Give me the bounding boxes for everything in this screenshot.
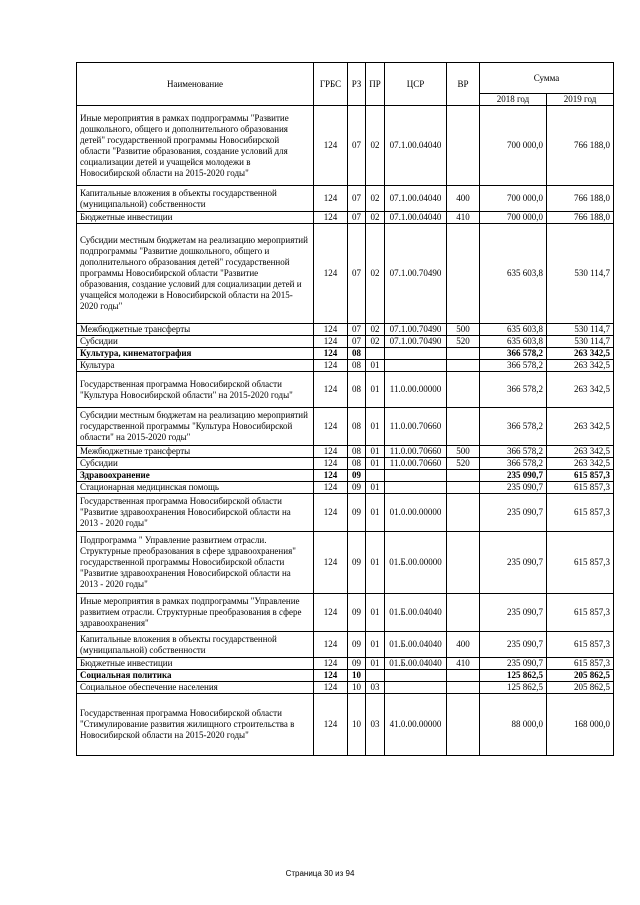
cell-sum-2019: 205 862,5: [547, 670, 614, 682]
cell-sum-2019: 615 857,3: [547, 658, 614, 670]
cell-sum-2018: 235 090,7: [480, 470, 547, 482]
header-pr: ПР: [366, 63, 385, 106]
cell-name: Государственная программа Новосибирской области "Развитие здравоохранения Новосибирской области на 2013 - 2020 годы": [77, 494, 314, 532]
table-row: [77, 694, 614, 756]
table-row: [77, 532, 614, 594]
cell-grbs: 124: [314, 482, 348, 494]
table-row: [77, 682, 614, 694]
table-row: [77, 224, 614, 324]
table-row: [77, 446, 614, 458]
table-row: [77, 658, 614, 670]
cell-csr: [385, 682, 447, 694]
cell-pr: 01: [366, 532, 385, 594]
cell-vr: [447, 372, 480, 408]
cell-sum-2018: 235 090,7: [480, 632, 547, 658]
cell-name: Капитальные вложения в объекты государственной (муниципальной) собственности: [77, 632, 314, 658]
cell-rz: 09: [348, 532, 366, 594]
cell-name: Субсидии: [77, 458, 314, 470]
cell-sum-2019: 530 114,7: [547, 324, 614, 336]
table-row: [77, 470, 614, 482]
budget-table: [76, 62, 614, 756]
cell-sum-2019: 263 342,5: [547, 408, 614, 446]
cell-sum-2018: 88 000,0: [480, 694, 547, 756]
cell-rz: 07: [348, 324, 366, 336]
cell-pr: 02: [366, 324, 385, 336]
cell-pr: 03: [366, 682, 385, 694]
cell-grbs: 124: [314, 594, 348, 632]
cell-rz: 08: [348, 360, 366, 372]
cell-sum-2019: 263 342,5: [547, 446, 614, 458]
cell-pr: 01: [366, 458, 385, 470]
cell-rz: 08: [348, 446, 366, 458]
table-row: [77, 632, 614, 658]
cell-grbs: 124: [314, 470, 348, 482]
cell-csr: [385, 482, 447, 494]
cell-sum-2018: 235 090,7: [480, 482, 547, 494]
cell-name: Культура: [77, 360, 314, 372]
cell-sum-2019: 615 857,3: [547, 594, 614, 632]
cell-pr: 01: [366, 360, 385, 372]
cell-name: Бюджетные инвестиции: [77, 658, 314, 670]
header-csr: ЦСР: [385, 63, 447, 106]
cell-pr: 03: [366, 694, 385, 756]
cell-grbs: 124: [314, 224, 348, 324]
cell-pr: [366, 670, 385, 682]
table-row: [77, 336, 614, 348]
page-number: Страница 30 из 94: [285, 869, 355, 878]
cell-sum-2019: 766 188,0: [547, 186, 614, 212]
cell-sum-2019: 168 000,0: [547, 694, 614, 756]
cell-rz: 10: [348, 670, 366, 682]
cell-csr: 11.0.00.70660: [385, 446, 447, 458]
cell-vr: 410: [447, 658, 480, 670]
cell-rz: 08: [348, 458, 366, 470]
cell-rz: 08: [348, 408, 366, 446]
cell-sum-2019: 615 857,3: [547, 470, 614, 482]
cell-sum-2019: 263 342,5: [547, 458, 614, 470]
cell-sum-2019: 205 862,5: [547, 682, 614, 694]
cell-grbs: 124: [314, 324, 348, 336]
cell-name: Государственная программа Новосибирской области "Культура Новосибирской области" на 2015-2020 годы": [77, 372, 314, 408]
cell-rz: 07: [348, 186, 366, 212]
cell-csr: [385, 348, 447, 360]
cell-csr: 07.1.00.04040: [385, 106, 447, 186]
cell-grbs: 124: [314, 682, 348, 694]
cell-sum-2018: 366 578,2: [480, 348, 547, 360]
cell-rz: 09: [348, 594, 366, 632]
cell-pr: 02: [366, 212, 385, 224]
cell-csr: 41.0.00.00000: [385, 694, 447, 756]
cell-vr: [447, 494, 480, 532]
cell-pr: 01: [366, 658, 385, 670]
cell-name: Межбюджетные трансферты: [77, 446, 314, 458]
cell-csr: 01.Б.00.04040: [385, 594, 447, 632]
cell-name: Социальное обеспечение населения: [77, 682, 314, 694]
cell-rz: 07: [348, 212, 366, 224]
cell-sum-2019: 615 857,3: [547, 482, 614, 494]
cell-grbs: 124: [314, 532, 348, 594]
cell-grbs: 124: [314, 360, 348, 372]
table-row: [77, 670, 614, 682]
cell-pr: 01: [366, 494, 385, 532]
header-rz: РЗ: [348, 63, 366, 106]
cell-csr: 11.0.00.70660: [385, 458, 447, 470]
cell-sum-2019: 263 342,5: [547, 348, 614, 360]
cell-name: Субсидии: [77, 336, 314, 348]
table-row: [77, 594, 614, 632]
cell-grbs: 124: [314, 632, 348, 658]
cell-sum-2019: 615 857,3: [547, 532, 614, 594]
cell-name: Субсидии местным бюджетам на реализацию мероприятий подпрограммы "Развитие дошкольного, общего и дополнительного образования детей" государственной программы Новосибирской области "Развитие образования, создание условий для социализации детей и учащейся молодежи в Новосибирской области на 2015-2020 годы": [77, 224, 314, 324]
cell-name: Межбюджетные трансферты: [77, 324, 314, 336]
cell-csr: 11.0.00.70660: [385, 408, 447, 446]
cell-sum-2019: 263 342,5: [547, 360, 614, 372]
cell-csr: [385, 670, 447, 682]
cell-pr: 01: [366, 594, 385, 632]
header-vr: ВР: [447, 63, 480, 106]
cell-rz: 08: [348, 348, 366, 360]
cell-sum-2019: 615 857,3: [547, 632, 614, 658]
cell-name: Иные мероприятия в рамках подпрограммы "Развитие дошкольного, общего и дополнительного образования детей" государственной программы Новосибирской области "Развитие образования, создание условий для социализации детей и учащейся молодежи в Новосибирской области на 2015-2020 годы": [77, 106, 314, 186]
cell-grbs: 124: [314, 694, 348, 756]
table-row: [77, 360, 614, 372]
cell-sum-2018: 125 862,5: [480, 682, 547, 694]
cell-rz: 09: [348, 470, 366, 482]
cell-rz: 09: [348, 482, 366, 494]
cell-csr: 07.1.00.70490: [385, 336, 447, 348]
cell-rz: 09: [348, 632, 366, 658]
cell-sum-2018: 235 090,7: [480, 594, 547, 632]
cell-sum-2019: 530 114,7: [547, 224, 614, 324]
cell-vr: [447, 408, 480, 446]
cell-vr: [447, 106, 480, 186]
cell-name: Социальная политика: [77, 670, 314, 682]
cell-grbs: 124: [314, 494, 348, 532]
cell-sum-2018: 366 578,2: [480, 372, 547, 408]
cell-vr: [447, 470, 480, 482]
cell-vr: 400: [447, 186, 480, 212]
cell-rz: 07: [348, 224, 366, 324]
cell-grbs: 124: [314, 186, 348, 212]
table-row: [77, 324, 614, 336]
cell-vr: [447, 594, 480, 632]
cell-csr: 01.0.00.00000: [385, 494, 447, 532]
cell-csr: 07.1.00.70490: [385, 324, 447, 336]
cell-csr: [385, 470, 447, 482]
cell-grbs: 124: [314, 106, 348, 186]
table-body: [77, 106, 614, 756]
cell-sum-2018: 235 090,7: [480, 532, 547, 594]
cell-pr: [366, 348, 385, 360]
cell-csr: 01.Б.00.04040: [385, 658, 447, 670]
table-row: [77, 494, 614, 532]
cell-grbs: 124: [314, 458, 348, 470]
cell-rz: 09: [348, 494, 366, 532]
cell-sum-2018: 700 000,0: [480, 186, 547, 212]
cell-pr: 01: [366, 408, 385, 446]
cell-vr: [447, 532, 480, 594]
cell-name: Здравоохранение: [77, 470, 314, 482]
cell-csr: 01.Б.00.00000: [385, 532, 447, 594]
cell-sum-2018: 235 090,7: [480, 494, 547, 532]
header-year-2019: 2019 год: [547, 94, 614, 106]
cell-sum-2019: 766 188,0: [547, 212, 614, 224]
cell-sum-2018: 635 603,8: [480, 336, 547, 348]
header-sum: Сумма: [480, 63, 614, 94]
cell-sum-2018: 366 578,2: [480, 446, 547, 458]
cell-sum-2018: 366 578,2: [480, 458, 547, 470]
cell-vr: [447, 670, 480, 682]
cell-vr: [447, 694, 480, 756]
cell-grbs: 124: [314, 348, 348, 360]
cell-name: Капитальные вложения в объекты государственной (муниципальной) собственности: [77, 186, 314, 212]
cell-csr: 07.1.00.70490: [385, 224, 447, 324]
cell-grbs: 124: [314, 212, 348, 224]
cell-vr: [447, 224, 480, 324]
table-row: [77, 186, 614, 212]
cell-sum-2018: 235 090,7: [480, 658, 547, 670]
cell-vr: 500: [447, 324, 480, 336]
cell-name: Субсидии местным бюджетам на реализацию мероприятий государственной программы "Культура Новосибирской области" на 2015-2020 годы": [77, 408, 314, 446]
cell-name: Государственная программа Новосибирской области "Стимулирование развития жилищного строительства в Новосибирской области на 2015-2020 годы": [77, 694, 314, 756]
cell-sum-2019: 766 188,0: [547, 106, 614, 186]
cell-pr: 01: [366, 482, 385, 494]
cell-vr: [447, 482, 480, 494]
cell-pr: 02: [366, 106, 385, 186]
header-name: Наименование: [77, 63, 314, 106]
cell-rz: 07: [348, 336, 366, 348]
cell-rz: 09: [348, 658, 366, 670]
cell-vr: 520: [447, 458, 480, 470]
cell-vr: [447, 348, 480, 360]
cell-vr: [447, 682, 480, 694]
cell-csr: [385, 360, 447, 372]
cell-sum-2018: 635 603,8: [480, 224, 547, 324]
cell-sum-2018: 635 603,8: [480, 324, 547, 336]
table-row: [77, 348, 614, 360]
cell-vr: 400: [447, 632, 480, 658]
cell-grbs: 124: [314, 446, 348, 458]
cell-sum-2018: 366 578,2: [480, 408, 547, 446]
table-row: [77, 458, 614, 470]
cell-name: Культура, кинематография: [77, 348, 314, 360]
cell-sum-2019: 263 342,5: [547, 372, 614, 408]
cell-pr: 02: [366, 336, 385, 348]
cell-pr: 01: [366, 632, 385, 658]
cell-grbs: 124: [314, 408, 348, 446]
cell-grbs: 124: [314, 670, 348, 682]
cell-grbs: 124: [314, 336, 348, 348]
cell-pr: 01: [366, 446, 385, 458]
cell-pr: 01: [366, 372, 385, 408]
cell-grbs: 124: [314, 658, 348, 670]
cell-csr: 01.Б.00.04040: [385, 632, 447, 658]
cell-vr: 520: [447, 336, 480, 348]
cell-csr: 11.0.00.00000: [385, 372, 447, 408]
cell-rz: 07: [348, 106, 366, 186]
cell-sum-2019: 615 857,3: [547, 494, 614, 532]
cell-name: Иные мероприятия в рамках подпрограммы "Управление развитием отрасли. Структурные преобразования в сфере здравоохранения": [77, 594, 314, 632]
cell-name: Бюджетные инвестиции: [77, 212, 314, 224]
cell-csr: 07.1.00.04040: [385, 186, 447, 212]
cell-rz: 08: [348, 372, 366, 408]
table-row: [77, 372, 614, 408]
cell-name: Стационарная медицинская помощь: [77, 482, 314, 494]
table-row: [77, 212, 614, 224]
cell-rz: 10: [348, 694, 366, 756]
table-row: [77, 482, 614, 494]
cell-rz: 10: [348, 682, 366, 694]
cell-grbs: 124: [314, 372, 348, 408]
cell-csr: 07.1.00.04040: [385, 212, 447, 224]
cell-sum-2019: 530 114,7: [547, 336, 614, 348]
cell-name: Подпрограмма " Управление развитием отрасли. Структурные преобразования в сфере здравоохранения" государственной программы Новосибирской области "Развитие здравоохранения Новосибирской области на 2013 - 2020 годы": [77, 532, 314, 594]
header-grbs: ГРБС: [314, 63, 348, 106]
cell-vr: 410: [447, 212, 480, 224]
cell-vr: [447, 360, 480, 372]
table-row: [77, 408, 614, 446]
cell-sum-2018: 700 000,0: [480, 106, 547, 186]
cell-sum-2018: 366 578,2: [480, 360, 547, 372]
cell-pr: [366, 470, 385, 482]
header-year-2018: 2018 год: [480, 94, 547, 106]
cell-vr: 500: [447, 446, 480, 458]
cell-pr: 02: [366, 186, 385, 212]
cell-sum-2018: 700 000,0: [480, 212, 547, 224]
cell-sum-2018: 125 862,5: [480, 670, 547, 682]
cell-pr: 02: [366, 224, 385, 324]
table-row: [77, 106, 614, 186]
